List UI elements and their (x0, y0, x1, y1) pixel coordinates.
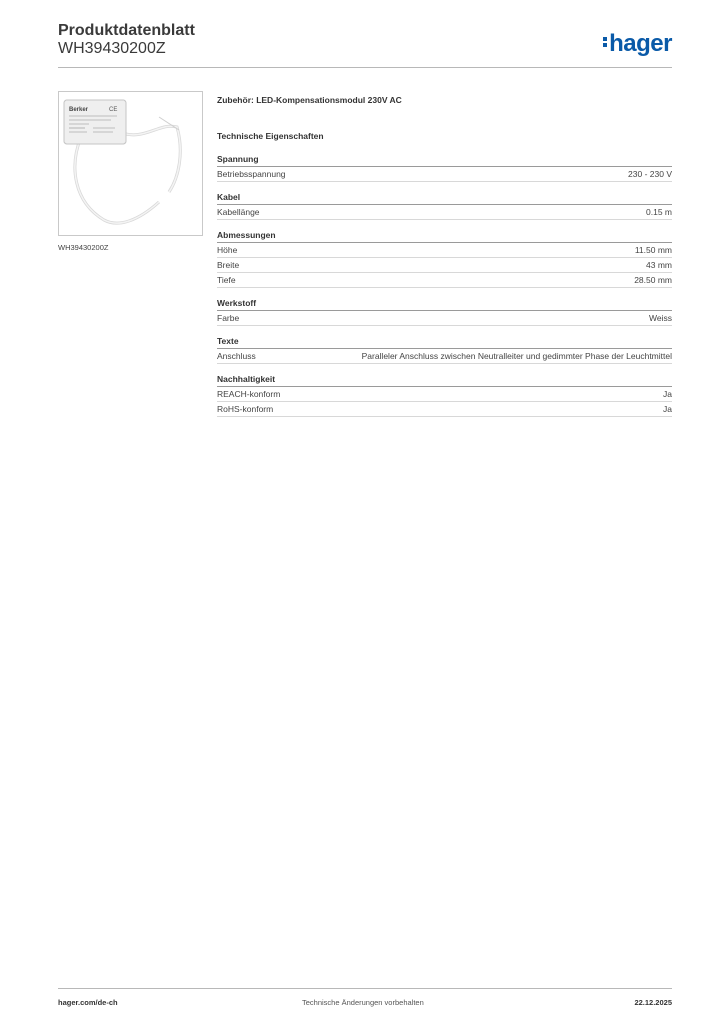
spec-row (217, 258, 672, 273)
group-title: Kabel (217, 192, 672, 205)
group-title: Werkstoff (217, 298, 672, 311)
spec-label: Farbe (217, 313, 240, 323)
header-divider (58, 67, 672, 68)
spec-value: Ja (663, 389, 672, 399)
footer-divider (58, 988, 672, 989)
group-title: Texte (217, 336, 672, 349)
group-werkstoff (217, 298, 672, 326)
group-spannung (217, 154, 672, 182)
logo-dots-icon (603, 35, 608, 49)
spec-value: Paralleler Anschluss zwischen Neutralleiter und gedimmter Phase der Leuchtmittel (361, 351, 672, 361)
spec-row (217, 205, 672, 220)
image-caption: WH39430200Z (58, 243, 109, 252)
group-texte (217, 336, 672, 364)
spec-label: Breite (217, 260, 240, 270)
spec-row (217, 311, 672, 326)
main-content (217, 95, 672, 427)
group-nachhaltigkeit (217, 374, 672, 417)
logo-text: hager (609, 30, 672, 57)
hager-logo (603, 30, 672, 58)
footer-website-link[interactable]: hager.com/de-ch (58, 998, 118, 1007)
spec-value: 0.15 m (646, 207, 672, 217)
spec-row (217, 273, 672, 288)
section-heading: Technische Eigenschaften (217, 131, 324, 141)
spec-label: REACH-konform (217, 389, 281, 399)
spec-value: 28.50 mm (634, 275, 672, 285)
spec-row (217, 402, 672, 417)
spec-row (217, 243, 672, 258)
product-image (58, 91, 203, 236)
spec-row (217, 349, 672, 364)
module-brand-label: Berker (69, 107, 89, 113)
spec-label: Anschluss (217, 351, 256, 361)
spec-row (217, 167, 672, 182)
spec-label: Tiefe (217, 275, 236, 285)
spec-label: Höhe (217, 245, 238, 255)
footer-notice: Technische Änderungen vorbehalten (302, 998, 424, 1007)
group-title: Abmessungen (217, 230, 672, 243)
product-description: Zubehör: LED-Kompensationsmodul 230V AC (217, 95, 402, 105)
ce-mark-label: CE (109, 107, 118, 113)
spec-value: 230 - 230 V (628, 169, 672, 179)
spec-value: 43 mm (646, 260, 672, 270)
group-abmessungen (217, 230, 672, 288)
led-module-illustration (59, 92, 202, 235)
spec-label: Kabellänge (217, 207, 260, 217)
spec-value: Weiss (649, 313, 672, 323)
group-title: Nachhaltigkeit (217, 374, 672, 387)
spec-row (217, 387, 672, 402)
group-title: Spannung (217, 154, 672, 167)
spec-label: Betriebsspannung (217, 169, 286, 179)
page-title: Produktdatenblatt (58, 22, 195, 39)
spec-label: RoHS-konform (217, 404, 274, 414)
group-kabel (217, 192, 672, 220)
spec-value: 11.50 mm (634, 245, 672, 255)
footer-date: 22.12.2025 (634, 998, 672, 1007)
spec-value: Ja (663, 404, 672, 414)
article-number: WH39430200Z (58, 40, 166, 57)
